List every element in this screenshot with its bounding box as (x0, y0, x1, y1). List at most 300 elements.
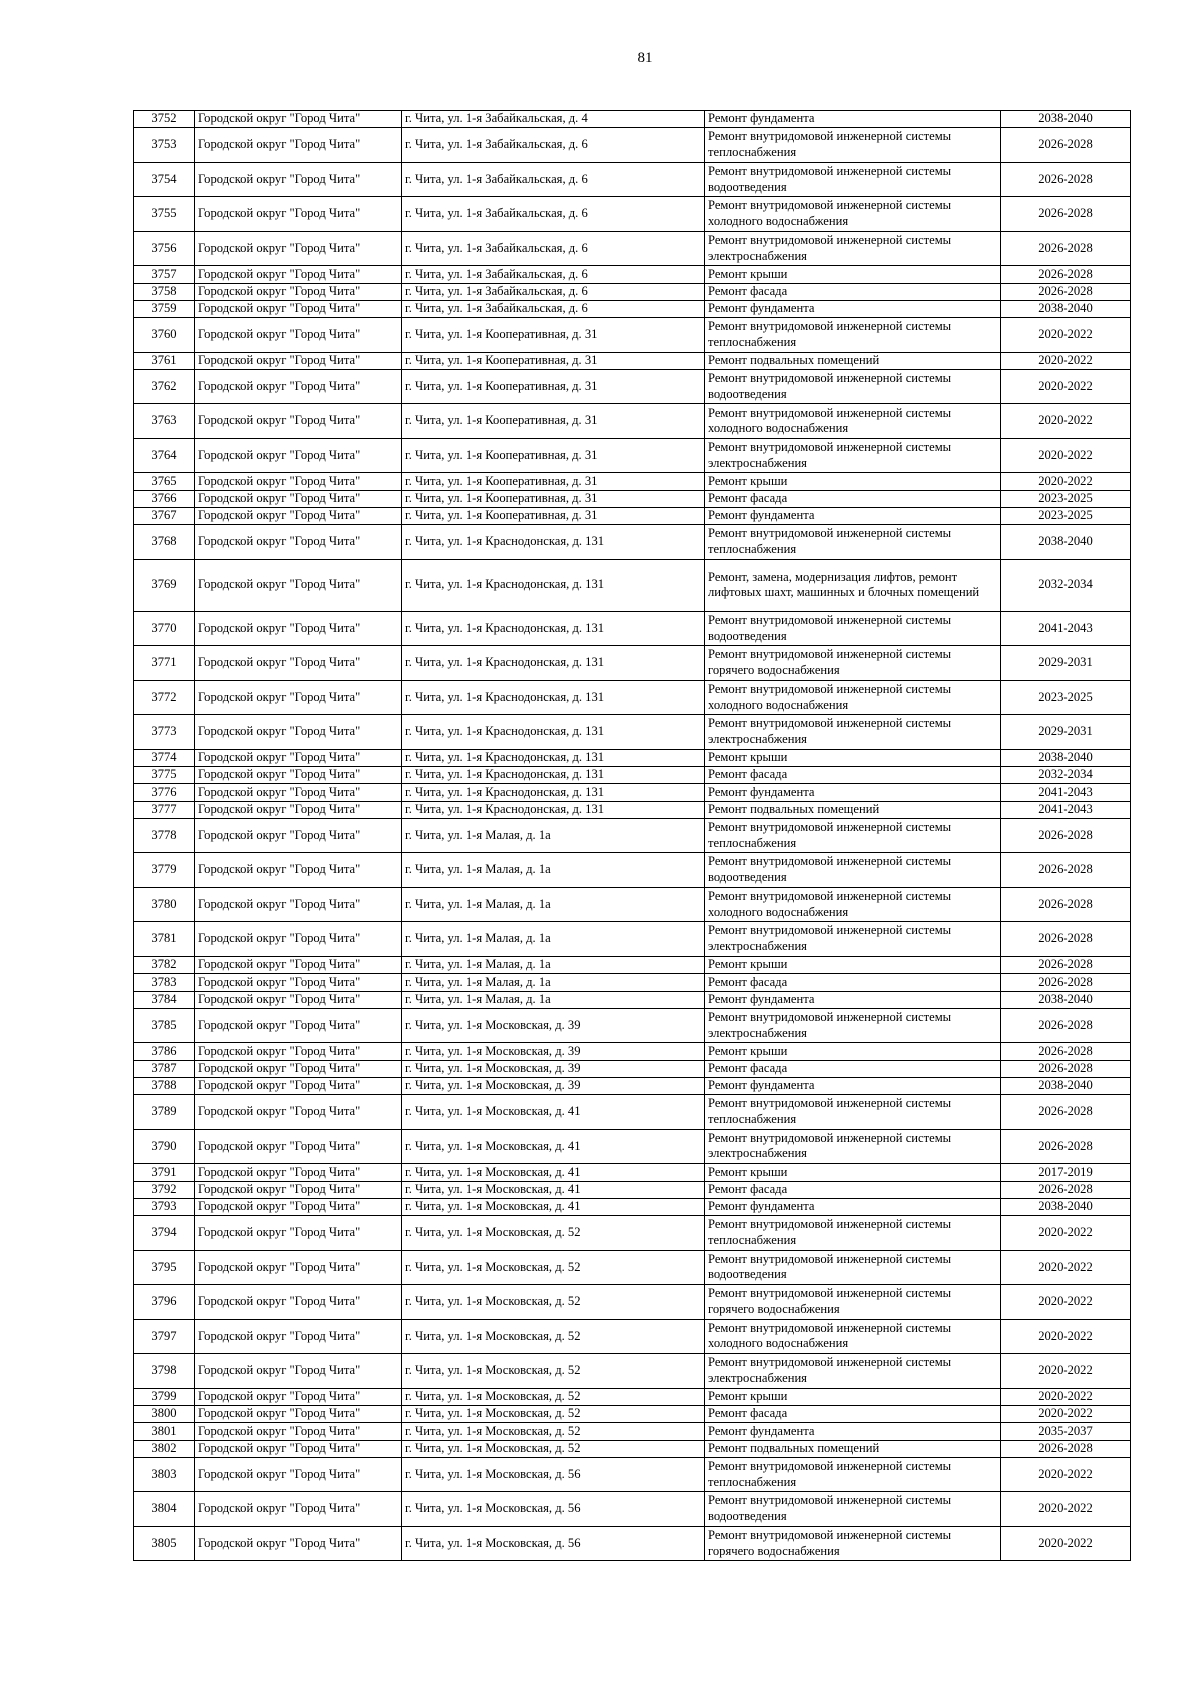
address-cell: г. Чита, ул. 1-я Кооперативная, д. 31 (402, 318, 705, 353)
address-cell: г. Чита, ул. 1-я Кооперативная, д. 31 (402, 438, 705, 473)
address-cell: г. Чита, ул. 1-я Краснодонская, д. 131 (402, 784, 705, 801)
period-cell: 2023-2025 (1001, 680, 1131, 715)
row-number: 3762 (134, 369, 195, 404)
address-cell: г. Чита, ул. 1-я Кооперативная, д. 31 (402, 473, 705, 490)
municipality-cell: Городской округ "Город Чита" (195, 1129, 402, 1164)
period-cell: 2038-2040 (1001, 525, 1131, 560)
municipality-cell: Городской округ "Город Чита" (195, 680, 402, 715)
municipality-cell: Городской округ "Город Чита" (195, 559, 402, 611)
address-cell: г. Чита, ул. 1-я Московская, д. 56 (402, 1457, 705, 1492)
municipality-cell: Городской округ "Город Чита" (195, 853, 402, 888)
row-number: 3790 (134, 1129, 195, 1164)
table-row (134, 1129, 1131, 1164)
row-number: 3782 (134, 956, 195, 973)
row-number: 3784 (134, 991, 195, 1008)
table-row (134, 784, 1131, 801)
municipality-cell: Городской округ "Город Чита" (195, 991, 402, 1008)
municipality-cell: Городской округ "Город Чита" (195, 525, 402, 560)
period-cell: 2029-2031 (1001, 646, 1131, 681)
work-type-cell: Ремонт подвальных помещений (705, 1440, 1001, 1457)
address-cell: г. Чита, ул. 1-я Кооперативная, д. 31 (402, 508, 705, 525)
municipality-cell: Городской округ "Город Чита" (195, 1319, 402, 1354)
address-cell: г. Чита, ул. 1-я Московская, д. 52 (402, 1250, 705, 1285)
row-number: 3764 (134, 438, 195, 473)
period-cell: 2041-2043 (1001, 611, 1131, 646)
table-row (134, 525, 1131, 560)
work-type-cell: Ремонт внутридомовой инженерной системы водоотведения (705, 853, 1001, 888)
address-cell: г. Чита, ул. 1-я Московская, д. 52 (402, 1388, 705, 1405)
municipality-cell: Городской округ "Город Чита" (195, 974, 402, 991)
table-row (134, 1164, 1131, 1181)
row-number: 3785 (134, 1008, 195, 1043)
row-number: 3770 (134, 611, 195, 646)
period-cell: 2029-2031 (1001, 715, 1131, 750)
table-row (134, 1526, 1131, 1561)
address-cell: г. Чита, ул. 1-я Малая, д. 1а (402, 818, 705, 853)
municipality-cell: Городской округ "Город Чита" (195, 1440, 402, 1457)
row-number: 3772 (134, 680, 195, 715)
work-type-cell: Ремонт фасада (705, 974, 1001, 991)
work-type-cell: Ремонт подвальных помещений (705, 801, 1001, 818)
row-number: 3758 (134, 283, 195, 300)
address-cell: г. Чита, ул. 1-я Малая, д. 1а (402, 991, 705, 1008)
row-number: 3773 (134, 715, 195, 750)
work-type-cell: Ремонт внутридомовой инженерной системы холодного водоснабжения (705, 887, 1001, 922)
period-cell: 2038-2040 (1001, 991, 1131, 1008)
table-row (134, 490, 1131, 507)
period-cell: 2020-2022 (1001, 369, 1131, 404)
row-number: 3774 (134, 749, 195, 766)
table-row (134, 162, 1131, 197)
municipality-cell: Городской округ "Город Чита" (195, 1250, 402, 1285)
table-row (134, 1440, 1131, 1457)
address-cell: г. Чита, ул. 1-я Московская, д. 52 (402, 1423, 705, 1440)
table-row (134, 611, 1131, 646)
period-cell: 2023-2025 (1001, 508, 1131, 525)
municipality-cell: Городской округ "Город Чита" (195, 1405, 402, 1422)
work-type-cell: Ремонт внутридомовой инженерной системы теплоснабжения (705, 1216, 1001, 1251)
table-body (134, 111, 1131, 1561)
work-type-cell: Ремонт крыши (705, 1388, 1001, 1405)
work-type-cell: Ремонт фундамента (705, 1077, 1001, 1094)
address-cell: г. Чита, ул. 1-я Забайкальская, д. 6 (402, 162, 705, 197)
address-cell: г. Чита, ул. 1-я Малая, д. 1а (402, 922, 705, 957)
work-type-cell: Ремонт внутридомовой инженерной системы горячего водоснабжения (705, 646, 1001, 681)
municipality-cell: Городской округ "Город Чита" (195, 1060, 402, 1077)
table-row (134, 1354, 1131, 1389)
work-type-cell: Ремонт крыши (705, 266, 1001, 283)
period-cell: 2026-2028 (1001, 887, 1131, 922)
row-number: 3767 (134, 508, 195, 525)
municipality-cell: Городской округ "Город Чита" (195, 611, 402, 646)
address-cell: г. Чита, ул. 1-я Краснодонская, д. 131 (402, 559, 705, 611)
period-cell: 2038-2040 (1001, 1198, 1131, 1215)
period-cell: 2032-2034 (1001, 767, 1131, 784)
table-row (134, 559, 1131, 611)
table-row (134, 1492, 1131, 1527)
work-type-cell: Ремонт внутридомовой инженерной системы холодного водоснабжения (705, 680, 1001, 715)
row-number: 3756 (134, 231, 195, 266)
table-row (134, 1405, 1131, 1422)
row-number: 3775 (134, 767, 195, 784)
table-row (134, 1285, 1131, 1320)
work-type-cell: Ремонт фундамента (705, 1423, 1001, 1440)
work-type-cell: Ремонт крыши (705, 473, 1001, 490)
period-cell: 2020-2022 (1001, 1250, 1131, 1285)
table-row (134, 128, 1131, 163)
period-cell: 2038-2040 (1001, 749, 1131, 766)
address-cell: г. Чита, ул. 1-я Московская, д. 52 (402, 1285, 705, 1320)
period-cell: 2020-2022 (1001, 404, 1131, 439)
row-number: 3803 (134, 1457, 195, 1492)
table-row (134, 266, 1131, 283)
municipality-cell: Городской округ "Город Чита" (195, 369, 402, 404)
table-row (134, 369, 1131, 404)
municipality-cell: Городской округ "Город Чита" (195, 887, 402, 922)
table-row (134, 508, 1131, 525)
row-number: 3759 (134, 300, 195, 317)
table-row (134, 646, 1131, 681)
row-number: 3760 (134, 318, 195, 353)
table-row (134, 887, 1131, 922)
work-type-cell: Ремонт фундамента (705, 111, 1001, 128)
work-type-cell: Ремонт внутридомовой инженерной системы горячего водоснабжения (705, 1526, 1001, 1561)
period-cell: 2026-2028 (1001, 231, 1131, 266)
period-cell: 2026-2028 (1001, 818, 1131, 853)
row-number: 3766 (134, 490, 195, 507)
period-cell: 2026-2028 (1001, 922, 1131, 957)
row-number: 3791 (134, 1164, 195, 1181)
municipality-cell: Городской округ "Город Чита" (195, 352, 402, 369)
table-row (134, 404, 1131, 439)
row-number: 3805 (134, 1526, 195, 1561)
row-number: 3783 (134, 974, 195, 991)
municipality-cell: Городской округ "Город Чита" (195, 956, 402, 973)
work-type-cell: Ремонт внутридомовой инженерной системы холодного водоснабжения (705, 1319, 1001, 1354)
row-number: 3754 (134, 162, 195, 197)
row-number: 3802 (134, 1440, 195, 1457)
table-row (134, 318, 1131, 353)
municipality-cell: Городской округ "Город Чита" (195, 404, 402, 439)
period-cell: 2026-2028 (1001, 956, 1131, 973)
municipality-cell: Городской округ "Город Чита" (195, 490, 402, 507)
municipality-cell: Городской округ "Город Чита" (195, 111, 402, 128)
municipality-cell: Городской округ "Город Чита" (195, 1216, 402, 1251)
period-cell: 2026-2028 (1001, 283, 1131, 300)
municipality-cell: Городской округ "Город Чита" (195, 266, 402, 283)
address-cell: г. Чита, ул. 1-я Краснодонская, д. 131 (402, 767, 705, 784)
address-cell: г. Чита, ул. 1-я Забайкальская, д. 6 (402, 266, 705, 283)
table-row (134, 352, 1131, 369)
row-number: 3761 (134, 352, 195, 369)
address-cell: г. Чита, ул. 1-я Московская, д. 56 (402, 1526, 705, 1561)
address-cell: г. Чита, ул. 1-я Московская, д. 52 (402, 1354, 705, 1389)
period-cell: 2020-2022 (1001, 1388, 1131, 1405)
address-cell: г. Чита, ул. 1-я Московская, д. 41 (402, 1164, 705, 1181)
address-cell: г. Чита, ул. 1-я Московская, д. 41 (402, 1095, 705, 1130)
municipality-cell: Городской округ "Город Чита" (195, 162, 402, 197)
row-number: 3804 (134, 1492, 195, 1527)
municipality-cell: Городской округ "Город Чита" (195, 1095, 402, 1130)
work-type-cell: Ремонт внутридомовой инженерной системы теплоснабжения (705, 1457, 1001, 1492)
row-number: 3795 (134, 1250, 195, 1285)
address-cell: г. Чита, ул. 1-я Краснодонская, д. 131 (402, 680, 705, 715)
period-cell: 2020-2022 (1001, 1526, 1131, 1561)
period-cell: 2020-2022 (1001, 1319, 1131, 1354)
row-number: 3798 (134, 1354, 195, 1389)
work-type-cell: Ремонт внутридомовой инженерной системы теплоснабжения (705, 318, 1001, 353)
work-type-cell: Ремонт крыши (705, 1043, 1001, 1060)
address-cell: г. Чита, ул. 1-я Московская, д. 41 (402, 1198, 705, 1215)
period-cell: 2026-2028 (1001, 1095, 1131, 1130)
municipality-cell: Городской округ "Город Чита" (195, 197, 402, 232)
table-row (134, 818, 1131, 853)
address-cell: г. Чита, ул. 1-я Московская, д. 56 (402, 1492, 705, 1527)
table-row (134, 991, 1131, 1008)
row-number: 3776 (134, 784, 195, 801)
period-cell: 2020-2022 (1001, 318, 1131, 353)
municipality-cell: Городской округ "Город Чита" (195, 1526, 402, 1561)
work-type-cell: Ремонт внутридомовой инженерной системы электроснабжения (705, 922, 1001, 957)
table-row (134, 1043, 1131, 1060)
period-cell: 2023-2025 (1001, 490, 1131, 507)
municipality-cell: Городской округ "Город Чита" (195, 1423, 402, 1440)
period-cell: 2026-2028 (1001, 974, 1131, 991)
municipality-cell: Городской округ "Город Чита" (195, 128, 402, 163)
table-row (134, 1319, 1131, 1354)
row-number: 3752 (134, 111, 195, 128)
period-cell: 2020-2022 (1001, 1354, 1131, 1389)
table-row (134, 1423, 1131, 1440)
address-cell: г. Чита, ул. 1-я Краснодонская, д. 131 (402, 715, 705, 750)
table-row (134, 974, 1131, 991)
table-row (134, 801, 1131, 818)
period-cell: 2032-2034 (1001, 559, 1131, 611)
row-number: 3801 (134, 1423, 195, 1440)
period-cell: 2020-2022 (1001, 473, 1131, 490)
work-type-cell: Ремонт фундамента (705, 508, 1001, 525)
row-number: 3765 (134, 473, 195, 490)
table-row (134, 1388, 1131, 1405)
table-row (134, 1181, 1131, 1198)
address-cell: г. Чита, ул. 1-я Московская, д. 52 (402, 1440, 705, 1457)
municipality-cell: Городской округ "Город Чита" (195, 1354, 402, 1389)
row-number: 3797 (134, 1319, 195, 1354)
table-row (134, 197, 1131, 232)
municipality-cell: Городской округ "Город Чита" (195, 508, 402, 525)
municipality-cell: Городской округ "Город Чита" (195, 1492, 402, 1527)
municipality-cell: Городской округ "Город Чита" (195, 818, 402, 853)
period-cell: 2041-2043 (1001, 784, 1131, 801)
row-number: 3796 (134, 1285, 195, 1320)
municipality-cell: Городской округ "Город Чита" (195, 801, 402, 818)
municipality-cell: Городской округ "Город Чита" (195, 715, 402, 750)
table-row (134, 680, 1131, 715)
municipality-cell: Городской округ "Город Чита" (195, 1198, 402, 1215)
row-number: 3763 (134, 404, 195, 439)
period-cell: 2020-2022 (1001, 1457, 1131, 1492)
municipality-cell: Городской округ "Город Чита" (195, 231, 402, 266)
address-cell: г. Чита, ул. 1-я Забайкальская, д. 6 (402, 128, 705, 163)
address-cell: г. Чита, ул. 1-я Забайкальская, д. 6 (402, 283, 705, 300)
table-row (134, 1250, 1131, 1285)
address-cell: г. Чита, ул. 1-я Забайкальская, д. 6 (402, 197, 705, 232)
address-cell: г. Чита, ул. 1-я Краснодонская, д. 131 (402, 749, 705, 766)
municipality-cell: Городской округ "Город Чита" (195, 1181, 402, 1198)
address-cell: г. Чита, ул. 1-я Московская, д. 39 (402, 1060, 705, 1077)
work-type-cell: Ремонт фасада (705, 490, 1001, 507)
row-number: 3753 (134, 128, 195, 163)
address-cell: г. Чита, ул. 1-я Московская, д. 41 (402, 1181, 705, 1198)
page-number: 81 (637, 50, 653, 66)
row-number: 3786 (134, 1043, 195, 1060)
row-number: 3779 (134, 853, 195, 888)
municipality-cell: Городской округ "Город Чита" (195, 1008, 402, 1043)
row-number: 3755 (134, 197, 195, 232)
work-type-cell: Ремонт фасада (705, 767, 1001, 784)
address-cell: г. Чита, ул. 1-я Кооперативная, д. 31 (402, 404, 705, 439)
address-cell: г. Чита, ул. 1-я Московская, д. 41 (402, 1129, 705, 1164)
period-cell: 2020-2022 (1001, 438, 1131, 473)
work-type-cell: Ремонт внутридомовой инженерной системы теплоснабжения (705, 818, 1001, 853)
address-cell: г. Чита, ул. 1-я Малая, д. 1а (402, 956, 705, 973)
table-row (134, 1077, 1131, 1094)
table-row (134, 231, 1131, 266)
period-cell: 2038-2040 (1001, 111, 1131, 128)
municipality-cell: Городской округ "Город Чита" (195, 922, 402, 957)
table-row (134, 715, 1131, 750)
address-cell: г. Чита, ул. 1-я Московская, д. 39 (402, 1077, 705, 1094)
table-row (134, 1198, 1131, 1215)
row-number: 3768 (134, 525, 195, 560)
period-cell: 2020-2022 (1001, 1216, 1131, 1251)
period-cell: 2026-2028 (1001, 197, 1131, 232)
period-cell: 2038-2040 (1001, 1077, 1131, 1094)
period-cell: 2017-2019 (1001, 1164, 1131, 1181)
address-cell: г. Чита, ул. 1-я Московская, д. 39 (402, 1043, 705, 1060)
address-cell: г. Чита, ул. 1-я Забайкальская, д. 6 (402, 231, 705, 266)
work-type-cell: Ремонт внутридомовой инженерной системы теплоснабжения (705, 1095, 1001, 1130)
address-cell: г. Чита, ул. 1-я Краснодонская, д. 131 (402, 611, 705, 646)
work-type-cell: Ремонт фасада (705, 1405, 1001, 1422)
municipality-cell: Городской округ "Город Чита" (195, 1388, 402, 1405)
work-type-cell: Ремонт внутридомовой инженерной системы водоотведения (705, 369, 1001, 404)
period-cell: 2020-2022 (1001, 1492, 1131, 1527)
period-cell: 2026-2028 (1001, 128, 1131, 163)
period-cell: 2041-2043 (1001, 801, 1131, 818)
work-type-cell: Ремонт внутридомовой инженерной системы электроснабжения (705, 438, 1001, 473)
row-number: 3789 (134, 1095, 195, 1130)
row-number: 3793 (134, 1198, 195, 1215)
work-type-cell: Ремонт фасада (705, 1060, 1001, 1077)
address-cell: г. Чита, ул. 1-я Кооперативная, д. 31 (402, 352, 705, 369)
table-row (134, 300, 1131, 317)
repair-schedule-table (133, 110, 1131, 1561)
address-cell: г. Чита, ул. 1-я Малая, д. 1а (402, 887, 705, 922)
table-row (134, 1008, 1131, 1043)
period-cell: 2026-2028 (1001, 1181, 1131, 1198)
municipality-cell: Городской округ "Город Чита" (195, 438, 402, 473)
row-number: 3788 (134, 1077, 195, 1094)
work-type-cell: Ремонт внутридомовой инженерной системы холодного водоснабжения (705, 197, 1001, 232)
address-cell: г. Чита, ул. 1-я Московская, д. 52 (402, 1319, 705, 1354)
row-number: 3781 (134, 922, 195, 957)
period-cell: 2026-2028 (1001, 1129, 1131, 1164)
table-row (134, 749, 1131, 766)
work-type-cell: Ремонт крыши (705, 1164, 1001, 1181)
work-type-cell: Ремонт внутридомовой инженерной системы электроснабжения (705, 715, 1001, 750)
municipality-cell: Городской округ "Город Чита" (195, 784, 402, 801)
row-number: 3792 (134, 1181, 195, 1198)
work-type-cell: Ремонт фундамента (705, 1198, 1001, 1215)
work-type-cell: Ремонт внутридомовой инженерной системы электроснабжения (705, 1354, 1001, 1389)
work-type-cell: Ремонт внутридомовой инженерной системы электроснабжения (705, 231, 1001, 266)
address-cell: г. Чита, ул. 1-я Московская, д. 52 (402, 1405, 705, 1422)
work-type-cell: Ремонт подвальных помещений (705, 352, 1001, 369)
work-type-cell: Ремонт внутридомовой инженерной системы водоотведения (705, 1250, 1001, 1285)
address-cell: г. Чита, ул. 1-я Забайкальская, д. 4 (402, 111, 705, 128)
work-type-cell: Ремонт фундамента (705, 784, 1001, 801)
row-number: 3787 (134, 1060, 195, 1077)
address-cell: г. Чита, ул. 1-я Кооперативная, д. 31 (402, 490, 705, 507)
work-type-cell: Ремонт внутридомовой инженерной системы холодного водоснабжения (705, 404, 1001, 439)
address-cell: г. Чита, ул. 1-я Краснодонская, д. 131 (402, 525, 705, 560)
period-cell: 2020-2022 (1001, 1405, 1131, 1422)
address-cell: г. Чита, ул. 1-я Краснодонская, д. 131 (402, 801, 705, 818)
municipality-cell: Городской округ "Город Чита" (195, 300, 402, 317)
period-cell: 2026-2028 (1001, 1043, 1131, 1060)
address-cell: г. Чита, ул. 1-я Забайкальская, д. 6 (402, 300, 705, 317)
municipality-cell: Городской округ "Город Чита" (195, 1164, 402, 1181)
municipality-cell: Городской округ "Город Чита" (195, 767, 402, 784)
work-type-cell: Ремонт внутридомовой инженерной системы электроснабжения (705, 1008, 1001, 1043)
table-row (134, 1216, 1131, 1251)
table-row (134, 1095, 1131, 1130)
table-row (134, 922, 1131, 957)
table-row (134, 956, 1131, 973)
period-cell: 2026-2028 (1001, 266, 1131, 283)
table-row (134, 438, 1131, 473)
address-cell: г. Чита, ул. 1-я Краснодонская, д. 131 (402, 646, 705, 681)
table-row (134, 853, 1131, 888)
address-cell: г. Чита, ул. 1-я Малая, д. 1а (402, 853, 705, 888)
row-number: 3757 (134, 266, 195, 283)
period-cell: 2020-2022 (1001, 352, 1131, 369)
period-cell: 2026-2028 (1001, 853, 1131, 888)
period-cell: 2026-2028 (1001, 1440, 1131, 1457)
period-cell: 2026-2028 (1001, 1008, 1131, 1043)
municipality-cell: Городской округ "Город Чита" (195, 1077, 402, 1094)
work-type-cell: Ремонт крыши (705, 749, 1001, 766)
address-cell: г. Чита, ул. 1-я Малая, д. 1а (402, 974, 705, 991)
municipality-cell: Городской округ "Город Чита" (195, 283, 402, 300)
period-cell: 2026-2028 (1001, 1060, 1131, 1077)
table-row (134, 283, 1131, 300)
period-cell: 2020-2022 (1001, 1285, 1131, 1320)
row-number: 3780 (134, 887, 195, 922)
work-type-cell: Ремонт фасада (705, 283, 1001, 300)
work-type-cell: Ремонт, замена, модернизация лифтов, ремонт лифтовых шахт, машинных и блочных помещений (705, 559, 1001, 611)
row-number: 3800 (134, 1405, 195, 1422)
municipality-cell: Городской округ "Город Чита" (195, 318, 402, 353)
address-cell: г. Чита, ул. 1-я Кооперативная, д. 31 (402, 369, 705, 404)
work-type-cell: Ремонт внутридомовой инженерной системы горячего водоснабжения (705, 1285, 1001, 1320)
period-cell: 2038-2040 (1001, 300, 1131, 317)
row-number: 3769 (134, 559, 195, 611)
municipality-cell: Городской округ "Город Чита" (195, 646, 402, 681)
work-type-cell: Ремонт крыши (705, 956, 1001, 973)
row-number: 3799 (134, 1388, 195, 1405)
